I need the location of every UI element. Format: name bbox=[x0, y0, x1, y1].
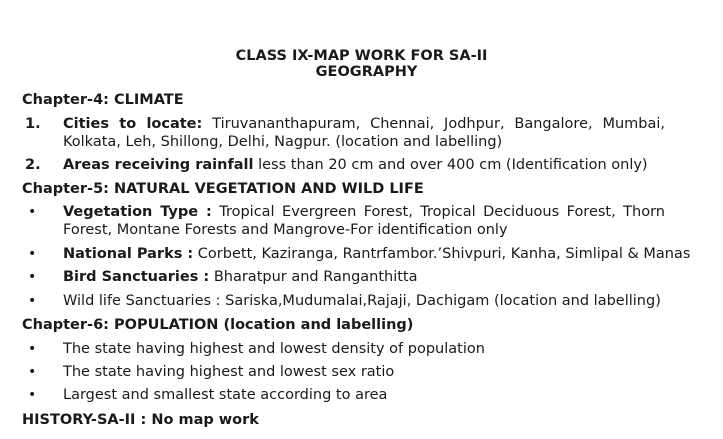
item-description: Bharatpur and Ranganthitta bbox=[209, 269, 418, 285]
bullet-icon: • bbox=[28, 269, 37, 285]
item-label: Areas receiving rainfall bbox=[63, 157, 254, 173]
item-description: The state having highest and lowest density of population bbox=[63, 341, 485, 357]
item-description: Corbett, Kaziranga, Rantrfambor.’Shivpuri, Kanha, Simlipal & Manas bbox=[193, 246, 691, 262]
item-label: Cities to locate: bbox=[63, 116, 203, 132]
item-text bbox=[63, 363, 665, 381]
item-number: 2. bbox=[25, 157, 41, 173]
chapter-heading: Chapter-4: CLIMATE bbox=[22, 92, 184, 108]
item-label: National Parks : bbox=[63, 246, 194, 262]
item-text bbox=[63, 386, 665, 404]
bullet-icon: • bbox=[28, 204, 37, 220]
item-text bbox=[63, 203, 665, 239]
chapter-heading: Chapter-5: NATURAL VEGETATION AND WILD LIFE bbox=[22, 181, 424, 197]
item-text bbox=[63, 340, 665, 358]
item-description: The state having highest and lowest sex ratio bbox=[63, 364, 395, 380]
item-description: Tropical Evergreen Forest, Tropical Deciduous Forest, Thorn Forest, Montane Forests and Mangrove-For identification only bbox=[63, 204, 665, 238]
item-text bbox=[63, 268, 665, 286]
item-description: Tiruvananthapuram, Chennai, Jodhpur, Bangalore, Mumbai, Kolkata, Leh, Shillong, Delhi, Nagpur. (location and labelling) bbox=[63, 116, 665, 150]
history-note: HISTORY-SA-II : No map work bbox=[22, 412, 259, 428]
item-text bbox=[63, 115, 665, 151]
item-description: Wild life Sanctuaries : Sariska,Mudumalai,Rajaji, Dachigam (location and labelling) bbox=[63, 293, 661, 309]
item-text bbox=[63, 245, 691, 263]
item-label: Vegetation Type : bbox=[63, 204, 212, 220]
document-title: CLASS IX-MAP WORK FOR SA-II bbox=[235, 48, 488, 64]
chapter-heading: Chapter-6: POPULATION (location and labelling) bbox=[22, 317, 414, 333]
bullet-icon: • bbox=[28, 341, 37, 357]
bullet-icon: • bbox=[28, 246, 37, 262]
item-description: less than 20 cm and over 400 cm (Identification only) bbox=[253, 157, 648, 173]
bullet-icon: • bbox=[28, 387, 37, 403]
bullet-icon: • bbox=[28, 293, 37, 309]
item-text bbox=[63, 292, 665, 310]
bullet-icon: • bbox=[28, 364, 37, 380]
item-number: 1. bbox=[25, 116, 41, 132]
item-description: Largest and smallest state according to area bbox=[63, 387, 388, 403]
document-subtitle: GEOGRAPHY bbox=[315, 64, 418, 80]
item-text bbox=[63, 156, 665, 174]
item-label: Bird Sanctuaries : bbox=[63, 269, 210, 285]
